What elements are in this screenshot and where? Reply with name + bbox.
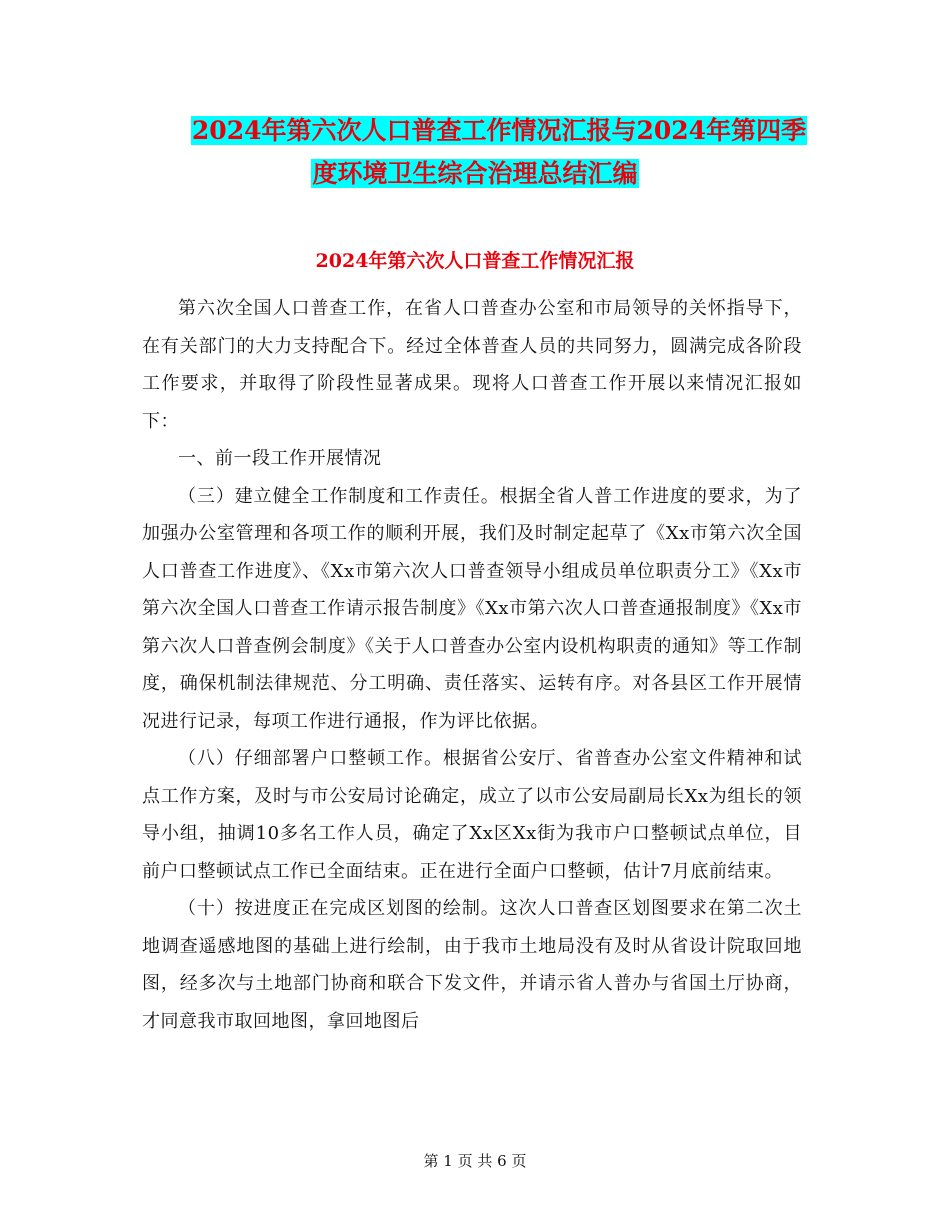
- paragraph-item-8: （八）仔细部署户口整顿工作。根据省公安厅、省普查办公室文件精神和试点工作方案，及时与市公安局讨论确定，成立了以市公安局副局长Xx为组长的领导小组，抽调10多名工作人员，确定了Xx区Xx街为我市户口整顿试点单位，目前户口整顿试点工作已全面结束。正在进行全面户口整顿，估计7月底前结束。: [142, 748, 802, 882]
- document-title-line-2: [0, 156, 950, 192]
- title-highlight: 度环境卫生综合治理总结汇编: [312, 159, 638, 188]
- paragraph-item-10: （十）按进度正在完成区划图的绘制。这次人口普查区划图要求在第二次土地调查遥感地图的基础上进行绘制，由于我市土地局没有及时从省设计院取回地图，经多次与土地部门协商和联合下发文件，并请示省人普办与省国土厅协商，才同意我市取回地图，拿回地图后: [142, 898, 802, 1032]
- document-title-line-1: [24, 113, 950, 149]
- paragraph-item-3: （三）建立健全工作制度和工作责任。根据全省人普工作进度的要求，为了加强办公室管理和各项工作的顺利开展，我们及时制定起草了《Xx市第六次全国人口普查工作进度》、《Xx市第六次人口普查领导小组成员单位职责分工》《Xx市第六次全国人口普查工作请示报告制度》《Xx市第六次人口普查通报制度》《Xx市第六次人口普查例会制度》《关于人口普查办公室内设机构职责的通知》等工作制度，确保机制法律规范、分工明确、责任落实、运转有序。对各县区工作开展情况进行记录，每项工作进行通报，作为评比依据。: [142, 485, 802, 732]
- section-title: 2024年第六次人口普查工作情况汇报: [315, 250, 635, 272]
- title-highlight: 2024年第六次人口普查工作情况汇报与2024年第四季: [191, 116, 807, 145]
- paragraph-intro: 第六次全国人口普查工作，在省人口普查办公室和市局领导的关怀指导下，在有关部门的大力支持配合下。经过全体普查人员的共同努力，圆满完成各阶段工作要求，并取得了阶段性显著成果。现将人口普查工作开展以来情况汇报如下：: [142, 298, 802, 432]
- document-body: [142, 290, 802, 1040]
- page-footer: 第 1 页 共 6 页: [423, 1152, 527, 1170]
- paragraph-heading: 一、前一段工作开展情况: [178, 448, 382, 469]
